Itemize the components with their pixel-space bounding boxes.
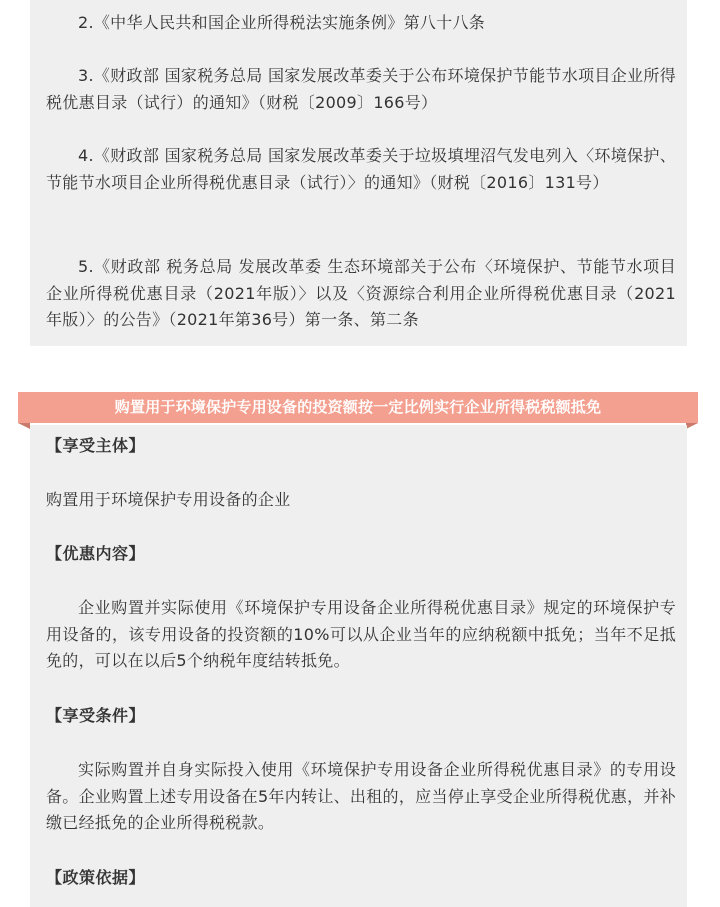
basis-heading: 【政策依据】 xyxy=(46,868,146,887)
conditions-heading: 【享受条件】 xyxy=(46,706,146,725)
section-banner: 购置用于环境保护专用设备的投资额按一定比例实行企业所得税税额抵免 xyxy=(18,392,698,423)
banner-fold-left xyxy=(18,423,30,429)
references-card xyxy=(30,0,687,346)
conditions-text: 实际购置并自身实际投入使用《环境保护专用设备企业所得税优惠目录》的专用设备。企业购置上述专用设备在5年内转让、出租的，应当停止享受企业所得税优惠，并补缴已经抵免的企业所得税税款。 xyxy=(46,760,676,832)
banner-fold-right xyxy=(686,423,698,429)
subject-text: 购置用于环境保护专用设备的企业 xyxy=(46,490,291,509)
subject-heading: 【享受主体】 xyxy=(46,436,146,455)
reference-item-3: 3.《财政部 国家税务总局 国家发展改革委关于公布环境保护节能节水项目企业所得税优惠目录（试行）的通知》（财税〔2009〕166号） xyxy=(46,66,676,112)
reference-item-5: 5.《财政部 税务总局 发展改革委 生态环境部关于公布〈环境保护、节能节水项目企业所得税优惠目录（2021年版）〉以及〈资源综合利用企业所得税优惠目录（2021年版）〉的公告》（2021年第36号）第一条、第二条 xyxy=(46,257,676,329)
content-heading: 【优惠内容】 xyxy=(46,544,146,563)
reference-item-4: 4.《财政部 国家税务总局 国家发展改革委关于垃圾填埋沼气发电列入〈环境保护、节能节水项目企业所得税优惠目录（试行）〉的通知》（财税〔2016〕131号） xyxy=(46,146,676,192)
content-text: 企业购置并实际使用《环境保护专用设备企业所得税优惠目录》规定的环境保护专用设备的，该专用设备的投资额的10%可以从企业当年的应纳税额中抵免；当年不足抵免的，可以在以后5个纳税年度结转抵免。 xyxy=(46,598,676,670)
reference-item-2: 2.《中华人民共和国企业所得税法实施条例》第八十八条 xyxy=(78,13,486,32)
